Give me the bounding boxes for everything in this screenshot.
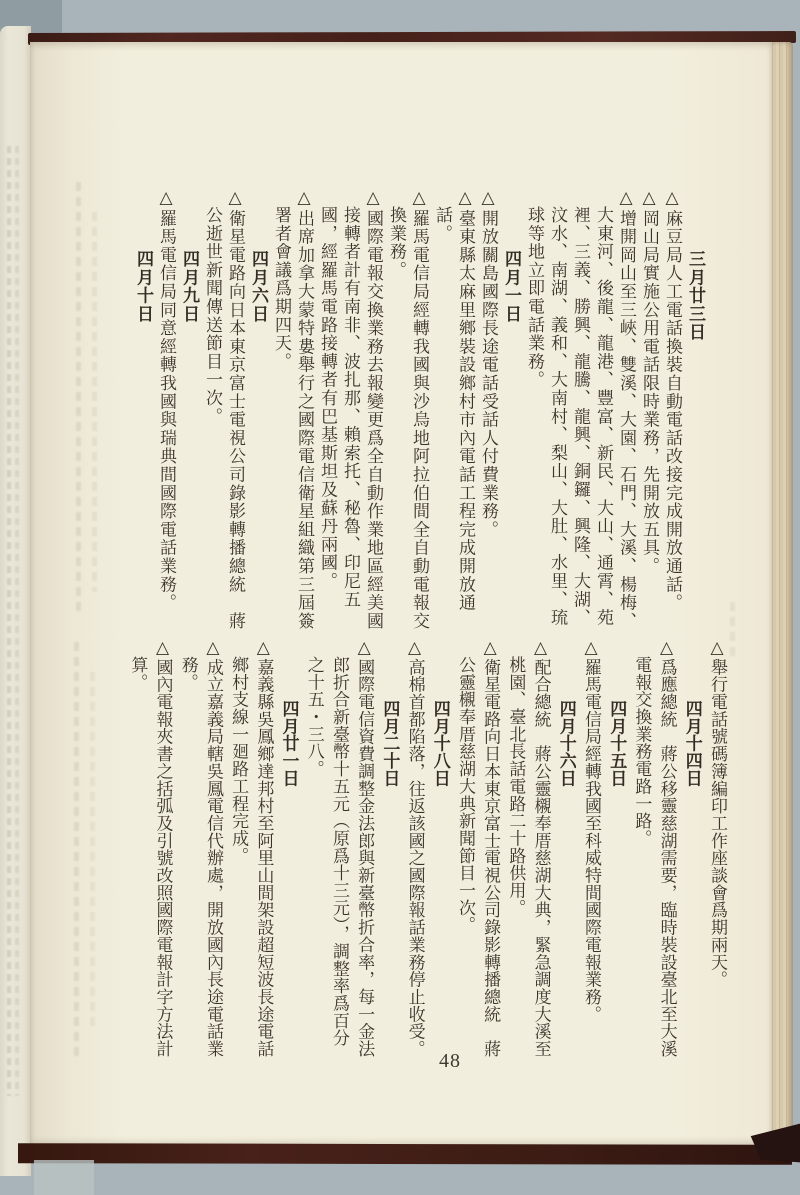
facing-page-fore-edge [0,26,31,1176]
chronicle-entry: △國際電報交換業務去報變更爲全自動作業地區經美國接轉者計有南非、波扎那、賴索托、秘魯、印尼五國，經羅馬電路接轉者有巴基斯坦及蘇丹兩國。 [318,188,383,631]
date-heading: 四月二十日 [380,700,400,787]
page-stack-fore-edge [769,42,793,1146]
chronicle-entry: △國際電信資費調整金法郎與新臺幣折合率，每一金法郎折合新臺幣十五元（原爲十三元），調整率爲百分之十五・三八。 [304,638,375,1058]
chronicle-entry: △高棉首都陷落，往返該國之國際報話業務停止收受。 [405,638,425,1058]
date-heading: 四月廿一日 [279,700,299,787]
chronicle-entry: △麻豆局人工電話換裝自動電話改接完成開放通話。 [663,188,682,612]
chronicle-entry: △爲應總統 蔣公移靈慈湖需要，臨時裝設臺北至大溪電報交換業務電路一路。 [632,638,677,1058]
date-heading: 四月九日 [180,250,199,324]
book-page [30,42,772,1145]
chronicle-entry: △配合總統 蔣公靈櫬奉厝慈湖大典，緊急調度大溪至桃園、臺北長話電路二十路供用。 [506,638,551,1058]
chronicle-entry: △舉行電話號碼簿編印工作座談會爲期兩天。 [708,638,727,988]
date-heading: 四月六日 [249,250,268,324]
chronicle-entry: △出席加拿大蒙特婁舉行之國際電信衛星組織第三屆簽署者會議爲期四天。 [272,188,314,631]
chronicle-entry: △羅馬電信局經轉我國與沙烏地阿拉伯間全自動電報交換業務。 [387,188,429,631]
showthrough-text [90,672,95,1032]
showthrough-text [92,212,97,592]
chronicle-entry: △增開岡山至三峽、雙溪、大園、石門、大溪、楊梅、大東河、後龍、龍港、豐富、新民、大山、通霄、苑裡、三義、勝興、龍騰、龍興、銅鑼、興隆、大湖、汶水、南湖、義和、大南村、梨山、大肚、水里、琉球等地立即電話業務。 [525,188,636,631]
date-heading: 四月一日 [502,250,521,324]
date-heading: 四月十八日 [430,700,450,787]
page-number: 48 [439,1050,461,1072]
facing-page-lower-edge [34,1160,94,1195]
chronicle-entry: △衛星電路向日本東京富士電視公司錄影轉播總統 蔣公逝世新聞傳送節目一次。 [203,188,245,631]
chronicle-entry: △開放關島國際長途電話受話人付費業務。 [479,188,498,539]
chronicle-entry: △成立嘉義局轄吳鳳電信代辦處，開放國內長途電話業務。 [178,638,223,1058]
date-heading: 四月十四日 [682,700,702,787]
showthrough-text [730,602,735,662]
date-heading: 四月十六日 [556,700,576,787]
date-heading: 四月十五日 [607,700,627,787]
facing-page-showthrough-text [15,146,19,1096]
book-cover-bottom-edge [18,1143,792,1165]
chronicle-entry: △羅馬電信局經轉我國至科威特間國際電報業務。 [581,638,601,1023]
chronicle-entry: △臺東縣太麻里鄉裝設鄉村市內電話工程完成開放通話。 [433,188,475,612]
facing-page-showthrough-text [7,146,11,1096]
chronicle-entry: △羅馬電信局同意經轉我國與瑞典間國際電話業務。 [157,188,176,612]
date-heading: 三月廿三日 [686,250,705,342]
chronicle-upper-block [132,188,707,635]
showthrough-text [76,182,81,612]
date-heading: 四月十日 [134,250,153,324]
chronicle-entry: △岡山局實施公用電話限時業務，先開放五具。 [640,188,659,576]
chronicle-lower-block [125,638,730,1058]
chronicle-entry: △國內電報夾書之括弧及引號改照國際電報計字方法計算。 [128,638,173,1058]
chronicle-entry: △衛星電路向日本東京富士電視公司錄影轉播總統 蔣公靈櫬奉厝慈湖大典新聞節目一次。 [455,638,501,1058]
showthrough-text [74,642,79,1062]
chronicle-entry: △嘉義縣吳鳳鄉達邦村至阿里山間架設超短波長途電話鄉村支線一廻路工程完成。 [229,638,274,1058]
